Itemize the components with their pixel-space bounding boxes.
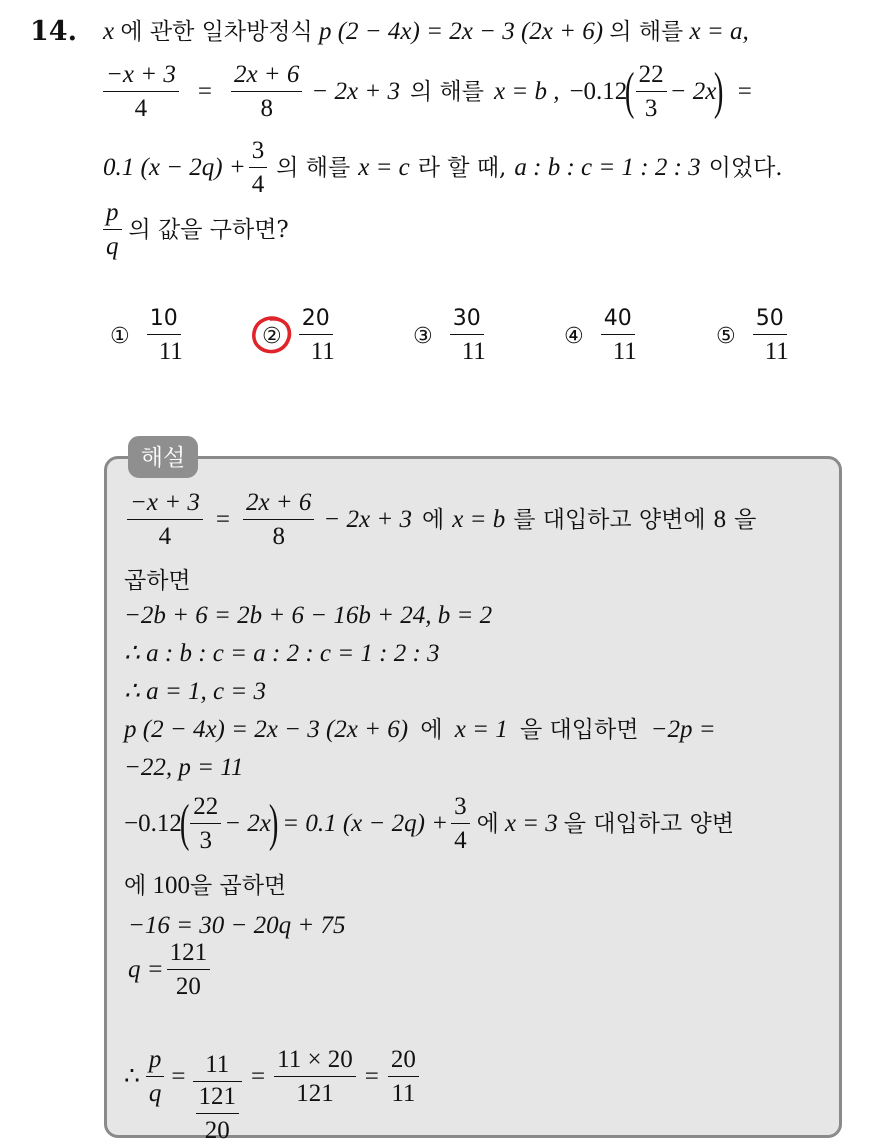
solution-tag: 해설 bbox=[128, 436, 198, 478]
denominator: 3 bbox=[199, 827, 212, 854]
option-fraction bbox=[601, 308, 649, 364]
option-1[interactable] bbox=[110, 308, 198, 364]
question-number: 14. bbox=[30, 16, 77, 47]
equals: = bbox=[737, 77, 752, 105]
numerator: 3 bbox=[249, 138, 268, 168]
substitution: x = b bbox=[452, 505, 506, 533]
denominator: 11 bbox=[764, 338, 789, 365]
denominator: 4 bbox=[454, 827, 467, 854]
option-fraction bbox=[753, 308, 801, 364]
denominator: 20 bbox=[204, 1117, 230, 1144]
option-number: ③ bbox=[413, 323, 433, 349]
fraction bbox=[451, 794, 470, 853]
paren-left: ( bbox=[179, 794, 190, 852]
numerator: 20 bbox=[388, 1047, 419, 1077]
text: 에 bbox=[476, 810, 499, 837]
solution-line-12 bbox=[124, 1010, 422, 1143]
fraction bbox=[103, 200, 122, 259]
number: 8 bbox=[713, 505, 727, 533]
solution-c: x = c bbox=[358, 153, 410, 181]
numerator: 121 bbox=[196, 1084, 240, 1114]
number: 100 bbox=[152, 872, 190, 899]
numerator: −x + 3 bbox=[130, 489, 200, 516]
denominator: 11 bbox=[461, 338, 486, 365]
answer-circle-mark bbox=[250, 314, 294, 356]
option-number: ① bbox=[110, 323, 130, 349]
fraction bbox=[196, 1084, 240, 1143]
option-fraction bbox=[299, 308, 347, 364]
numerator: 22 bbox=[636, 62, 667, 92]
option-4[interactable] bbox=[564, 308, 652, 364]
fraction bbox=[103, 62, 179, 121]
solution-line-9 bbox=[124, 870, 286, 902]
denominator: 8 bbox=[272, 523, 285, 550]
solution-line-3 bbox=[124, 600, 492, 632]
substitution: x = 1 bbox=[454, 716, 508, 743]
option-number: ⑤ bbox=[716, 323, 736, 349]
ratio: a : b : c = 1 : 2 : 3 bbox=[514, 153, 701, 181]
numerator: 20 bbox=[299, 308, 333, 335]
fraction bbox=[231, 62, 302, 121]
denominator: 20 bbox=[175, 973, 201, 1000]
text: 라 할 때, bbox=[417, 154, 507, 181]
solution-b: x = b , bbox=[493, 77, 560, 105]
expr: − 2x bbox=[669, 77, 717, 105]
equals: = bbox=[364, 1062, 379, 1090]
substitution: x = 3 bbox=[504, 809, 558, 837]
expr: − 2x bbox=[224, 809, 271, 837]
fraction bbox=[167, 940, 211, 999]
expr: −2b + 6 = 2b + 6 − 16b + 24, b = 2 bbox=[124, 602, 493, 629]
text: 을 대입하고 양변 bbox=[563, 810, 734, 837]
solution-line-1 bbox=[124, 490, 756, 549]
equals: = bbox=[171, 1062, 186, 1090]
text: 에 bbox=[124, 873, 147, 899]
denominator: 11 bbox=[391, 1080, 416, 1107]
equation: p (2 − 4x) = 2x − 3 (2x + 6) bbox=[124, 716, 409, 743]
solution-a: x = a, bbox=[689, 18, 749, 45]
equals: = bbox=[251, 1062, 266, 1090]
option-number: ② bbox=[262, 323, 282, 349]
complex-fraction bbox=[193, 1052, 243, 1143]
numerator: 11 bbox=[193, 1052, 243, 1082]
equals: = bbox=[215, 505, 230, 533]
coef: −0.12 bbox=[124, 809, 182, 837]
solution-line-2: 곱하면 bbox=[124, 568, 191, 594]
expr: − 2x + 3 bbox=[311, 77, 401, 105]
expr: ∴ a : b : c = a : 2 : c = 1 : 2 : 3 bbox=[124, 640, 440, 667]
numerator: 22 bbox=[190, 794, 221, 824]
denominator: 8 bbox=[260, 95, 273, 122]
fraction bbox=[146, 1047, 165, 1106]
option-fraction bbox=[147, 308, 195, 364]
text: 이었다. bbox=[708, 154, 783, 181]
solution-line-6 bbox=[124, 714, 716, 746]
fraction bbox=[190, 794, 221, 853]
option-number: ④ bbox=[564, 323, 584, 349]
numerator: p bbox=[148, 1046, 162, 1073]
numerator: 121 bbox=[167, 940, 211, 970]
solution-line-10 bbox=[128, 910, 345, 942]
denominator: 4 bbox=[158, 523, 172, 550]
numerator: 50 bbox=[753, 308, 787, 335]
expr: q = bbox=[128, 955, 164, 983]
option-fraction bbox=[450, 308, 498, 364]
text: 의 해를 bbox=[410, 78, 484, 105]
solution-line-7 bbox=[124, 752, 243, 784]
expr: −16 = 30 − 20q + 75 bbox=[128, 912, 346, 939]
question-line-1 bbox=[103, 16, 749, 48]
expr: 0.1 (x − 2q) + bbox=[103, 153, 246, 181]
fraction bbox=[127, 490, 203, 549]
numerator: 11 × 20 bbox=[274, 1047, 356, 1077]
solution-line-8 bbox=[124, 794, 734, 853]
numerator: 3 bbox=[451, 794, 470, 824]
text: 에 bbox=[420, 717, 443, 743]
text: 의 해를 bbox=[276, 154, 351, 181]
denominator: 11 bbox=[158, 338, 183, 365]
expr: ∴ a = 1, c = 3 bbox=[124, 678, 266, 705]
numerator: 2x + 6 bbox=[245, 489, 312, 516]
paren-left: ( bbox=[625, 62, 635, 120]
text: 를 대입하고 양변에 bbox=[513, 506, 706, 533]
solution-line-4 bbox=[124, 638, 440, 670]
fraction bbox=[636, 62, 667, 121]
denominator: q bbox=[106, 233, 119, 260]
question-line-2 bbox=[100, 62, 752, 121]
equation: p (2 − 4x) = 2x − 3 (2x + 6) bbox=[318, 18, 604, 45]
denominator: 4 bbox=[134, 95, 148, 122]
var-x: x bbox=[103, 18, 115, 45]
option-5[interactable] bbox=[716, 308, 804, 364]
denominator: 4 bbox=[251, 171, 265, 198]
solution-line-5 bbox=[124, 676, 266, 708]
numerator: 40 bbox=[601, 308, 635, 335]
numerator: p bbox=[106, 199, 119, 226]
text: 을 대입하면 bbox=[520, 717, 639, 743]
denominator: 3 bbox=[644, 95, 658, 122]
text: 을 곱하면 bbox=[189, 873, 287, 899]
fraction bbox=[274, 1047, 356, 1106]
expr: − 2x + 3 bbox=[323, 505, 413, 533]
text: 에 bbox=[422, 506, 445, 533]
expr: −2p = bbox=[650, 716, 716, 743]
numerator: −x + 3 bbox=[106, 61, 176, 88]
therefore: ∴ bbox=[124, 1062, 140, 1090]
numerator: 30 bbox=[450, 308, 484, 335]
text: 에 관한 일차방정식 bbox=[120, 19, 313, 45]
numerator: 10 bbox=[147, 308, 181, 335]
paren-right: ) bbox=[714, 62, 724, 120]
denominator: 121 bbox=[296, 1080, 334, 1107]
question-line-4 bbox=[100, 200, 289, 259]
option-3[interactable] bbox=[413, 308, 501, 364]
denominator: 11 bbox=[612, 338, 637, 365]
denominator: q bbox=[148, 1080, 162, 1107]
fraction bbox=[388, 1047, 419, 1106]
fraction bbox=[249, 138, 268, 197]
question-line-3 bbox=[103, 138, 783, 197]
coef: −0.12 bbox=[569, 77, 628, 105]
text: 의 해를 bbox=[609, 19, 684, 45]
expr: = 0.1 (x − 2q) + bbox=[282, 809, 449, 837]
expr: −22, p = 11 bbox=[124, 754, 244, 781]
text: 을 bbox=[734, 506, 757, 533]
denominator: 11 bbox=[310, 338, 335, 365]
text: 의 값을 구하면? bbox=[128, 216, 289, 243]
fraction bbox=[243, 490, 314, 549]
paren-right: ) bbox=[268, 794, 279, 852]
numerator: 2x + 6 bbox=[233, 61, 300, 88]
solution-line-11 bbox=[128, 940, 213, 999]
equals: = bbox=[197, 77, 212, 105]
